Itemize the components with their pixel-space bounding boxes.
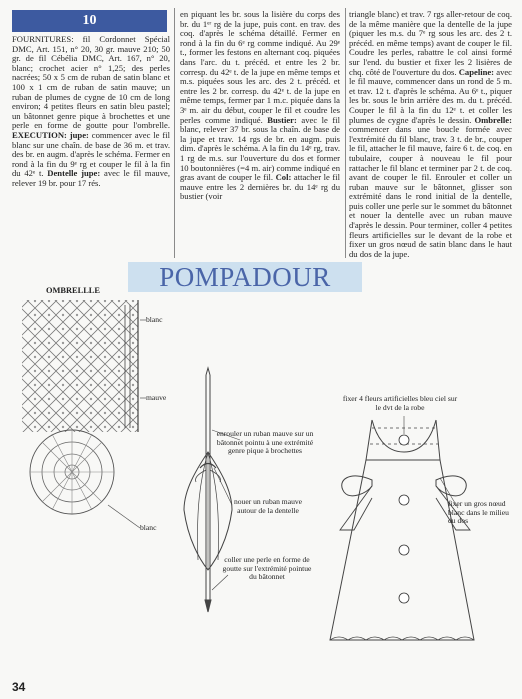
label-blanc-top: blanc	[146, 315, 163, 324]
execution-label: EXECUTION:	[12, 129, 67, 140]
note-coller: coller une perle en forme de goutte sur l'extrémité pointue du bâtonnet	[222, 555, 312, 582]
materials-text: FOURNITURES: fil Cordonnet Spécial DMC, Art. 151, n° 20, 30 gr. mauve 210; 50 gr. de fil Cébélia DMC, Art. 167, n° 20, blanc; crochet acier n° 1,25; des perles nacrées; 50 x 5 cm de ruban de satin blanc et 100 x 1 cm de ruban de satin mauve; un ruban de plumes de cygne de 10 cm de long environ; 4 petites fleurs en satin bleu pastel; un bâtonnet genre pique à brochettes et une perle en forme de goutte pour l'ombrelle.	[12, 34, 170, 131]
bustier-text: avec le fil blanc, relever 37 br. sous la chaîn. de base de la jupe et trav. 14 rgs de br. en augm. puis dim. d'après le schéma. A la fin du 14ᵉ rg, trav. 1 rg de m.s. sur l'ouverture du dos et former 10 boutonnières (=4 m. air) comme indiqué en gras avant de couper le fil.	[180, 114, 340, 183]
col-continued-text: triangle blanc) et trav. 7 rgs aller-retour de coq. de la même manière que la dentelle de la jupe (piquer les m.s. du 7ᵉ rg sous les arc. des 2 t. précéd. en même temps) avant de couper le fil. Coudre les perles, rabattre le col ainsi formé sur l'end. du bustier et fixer les 2 lisières de chq. côté de l'ouverture du dos.	[349, 9, 512, 77]
page-number: 34	[12, 680, 26, 694]
dentelle-text: avec le fil mauve, relever 19 br. pour 17 rés.	[12, 168, 170, 188]
ombrelle-base-circle	[30, 430, 114, 514]
note-enrouler: enrouler un ruban mauve sur un bâtonnet pointu à une extrémité genre pique à brochettes	[216, 429, 314, 456]
note-fleurs: fixer 4 fleurs artificielles bleu ciel sur le dvt de la robe	[342, 394, 458, 412]
dress-illustration	[330, 416, 474, 640]
ombrelle-chart	[22, 300, 146, 528]
ombrelle-label: Ombrelle:	[474, 114, 512, 125]
col-label: Col:	[275, 172, 292, 183]
page-title: POMPADOUR	[159, 262, 331, 292]
ombrelle-text: commencer dans une boucle formée avec l'extrémité du fil blanc, trav. 3 t. de br., couper le fil, attacher le fil mauve, faire 6 t. de coq. en tubulaire, couper à nouveau le fil pour rattacher le fil blanc et terminer par 2 t. de coq. avant de couper le fil. Enrouler et coller un ruban mauve sur le bâtonnet, glisser son extrémité dans le rond initial de la dentelle, puis coller une perle sur le sommet du bâtonnet et nouer la dentelle avec un ruban mauve d'après le dessin. Pour terminer, coller 4 petites fleurs artificielles sur le devant de la robe et fixer un gros nœud de satin blanc dans le haut du dos de la jupe.	[349, 124, 512, 259]
pattern-number: 10	[82, 13, 97, 28]
dentelle-continued-text: en piquant les br. sous la lisière du corps des br. du 1ᵉʳ rg de la jupe, puis cont. en trav. des coq. d'après le schéma détaillé. Fermer en rond à la fin du 6ᵉ rg comme indiqué. Au 29ᵉ t., former les festons en alternant coq. piquées dans l'arc. du t. précéd. et entre les 2 br. corresp. du 42ᵉ t. de la jupe en même temps et m.s. piquées sous les arc. des 2 t. précéd. et entre les 2 br. corresp. du 42ᵉ t. de la jupe en même temps, fermer par 1 m.c. piquée dans la 3ᵉ m. air du début, couper le fil et coudre les perles comme indiqué.	[180, 9, 340, 125]
dentelle-label: Dentelle jupe:	[47, 168, 101, 179]
note-nouer: nouer un ruban mauve autour de la dentelle	[233, 497, 303, 515]
jupe-label: jupe:	[69, 129, 89, 140]
capeline-label: Capeline:	[458, 66, 495, 77]
col-text: attacher le fil mauve entre les 2 dernières br. du 14ᵉ rg du bustier (voir	[180, 172, 340, 202]
capeline-text: avec le fil mauve, commencer dans un rond de 5 m. et trav. 12 t. d'après le schéma. Au 6ᵉ t., piquer les br. sous le brin arrière des m. du t. précéd. Couper le fil à la fin du 12ᵉ t. et coller les plumes de cygne d'après le dessin.	[349, 66, 512, 125]
jupe-text: commencer avec le fil blanc sur une chaîn. de base de 36 m. et trav. des br. en augm. d'après le schéma. Fermer en rond à la fin du 9ᵉ rg et couper le fil à la fin du 42ᵉ t.	[12, 129, 170, 179]
ombrelle-mesh-grid	[22, 300, 138, 432]
umbrella-pearl	[205, 600, 211, 612]
bustier-label: Bustier:	[267, 114, 297, 125]
label-blanc-bottom: blanc	[140, 523, 157, 532]
ombrellle-title: OMBRELLLE	[46, 286, 100, 295]
label-mauve: mauve	[146, 393, 167, 402]
note-noeud: fixer un gros nœud blanc dans le milieu du dos	[448, 499, 509, 526]
